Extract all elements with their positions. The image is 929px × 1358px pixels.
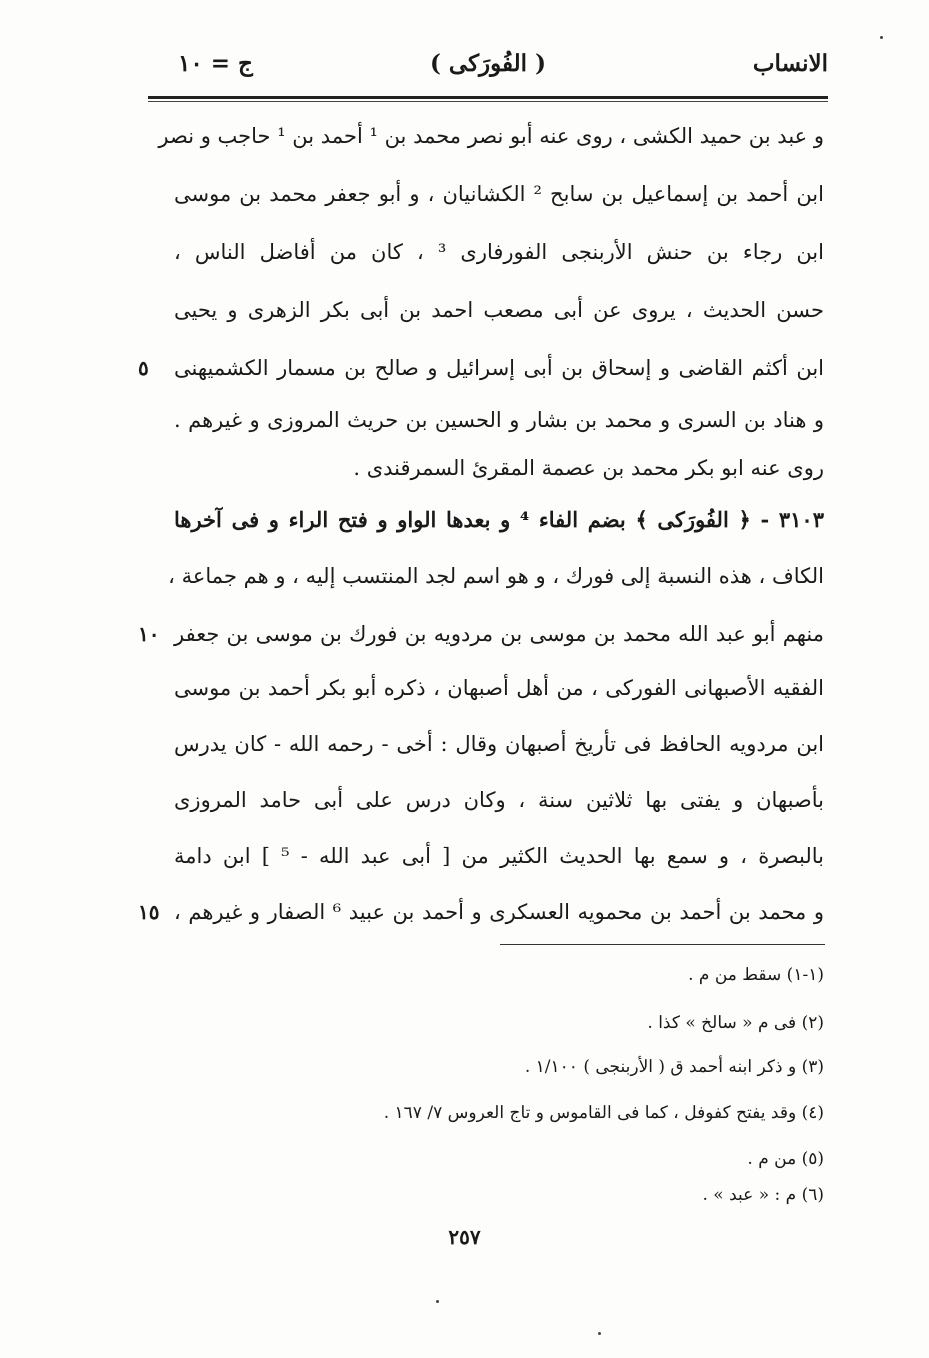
header-entry-title: ( الفُورَكى ) (430, 50, 546, 77)
header-volume: ج = ١٠ (178, 50, 253, 77)
footnote: (١-١) سقط من م . (688, 965, 824, 985)
footnote-rule (500, 944, 825, 945)
text-line: ابن مردويه الحافظ فى تأريخ أصبهان وقال : أخى - رحمه الله - كان يدرس (174, 732, 824, 756)
text-line: حسن الحديث ، يروى عن أبى مصعب احمد بن أبى بكر الزهرى و يحيى (174, 298, 824, 322)
header-book-title: الانساب (752, 50, 828, 77)
text-line: ابن رجاء بن حنش الأربنجى الفورفارى ³ ، كان من أفاضل الناس ، (174, 240, 824, 264)
paper-speck (436, 1300, 439, 1303)
text-line: بأصبهان و يفتى بها ثلاثين سنة ، وكان درس على أبى حامد المروزى (174, 788, 824, 812)
line-number-5: ٥ (138, 356, 149, 380)
footnote: (٦) م : « عبد » . (702, 1185, 824, 1205)
text-line: روى عنه ابو بكر محمد بن عصمة المقرئ السمرقندى . (353, 456, 824, 480)
text-line: منهم أبو عبد الله محمد بن موسى بن مردويه بن فورك بن موسى بن جعفر (174, 622, 824, 646)
footnote: (٢) فى م « سالخ » كذا . (647, 1013, 824, 1033)
text-line: و عبد بن حميد الكشى ، روى عنه أبو نصر محمد بن ¹ أحمد بن ¹ حاجب و نصر (158, 124, 824, 148)
running-header (148, 50, 828, 90)
line-number-10: ١٠ (138, 622, 160, 646)
page-number: ٢٥٧ (448, 1225, 481, 1249)
text-line: الكاف ، هذه النسبة إلى فورك ، و هو اسم لجد المنتسب إليه ، و هم جماعة ، (168, 564, 824, 588)
footnote: (٣) و ذكر ابنه أحمد ق ( الأربنجى ) ١/١٠٠ . (524, 1057, 824, 1077)
paper-speck (880, 36, 883, 39)
text-line: الفقيه الأصبهانى الفوركى ، من أهل أصبهان ، ذكره أبو بكر أحمد بن موسى (174, 676, 824, 700)
text-line: و هناد بن السرى و محمد بن بشار و الحسين بن حريث المروزى و غيرهم . (174, 408, 824, 432)
line-number-15: ١٥ (138, 900, 160, 924)
text-line: و محمد بن أحمد بن محمويه العسكرى و أحمد بن عبيد ⁶ الصفار و غيرهم ، (174, 900, 824, 924)
text-line: بالبصرة ، و سمع بها الحديث الكثير من [ أبى عبد الله - ⁵ ] ابن دامة (174, 844, 824, 868)
paper-speck (598, 1332, 601, 1335)
header-rule (148, 96, 828, 99)
text-line: ابن أكثم القاضى و إسحاق بن أبى إسرائيل و صالح بن مسمار الكشميهنى (174, 356, 824, 380)
footnote: (٥) من م . (747, 1149, 824, 1169)
footnote: (٤) وقد يفتح كفوفل ، كما فى القاموس و تاج العروس ٧/ ١٦٧ . (383, 1103, 824, 1123)
text-line: ابن أحمد بن إسماعيل بن سابح ² الكشانيان ، و أبو جعفر محمد بن موسى (174, 182, 824, 206)
entry-heading-line: ٣١٠٣ - ﴿ الفُورَكى ﴾ بضم الفاء ⁴ و بعدها الواو و فتح الراء و فى آخرها (174, 507, 824, 532)
header-rule-thin (148, 101, 828, 102)
